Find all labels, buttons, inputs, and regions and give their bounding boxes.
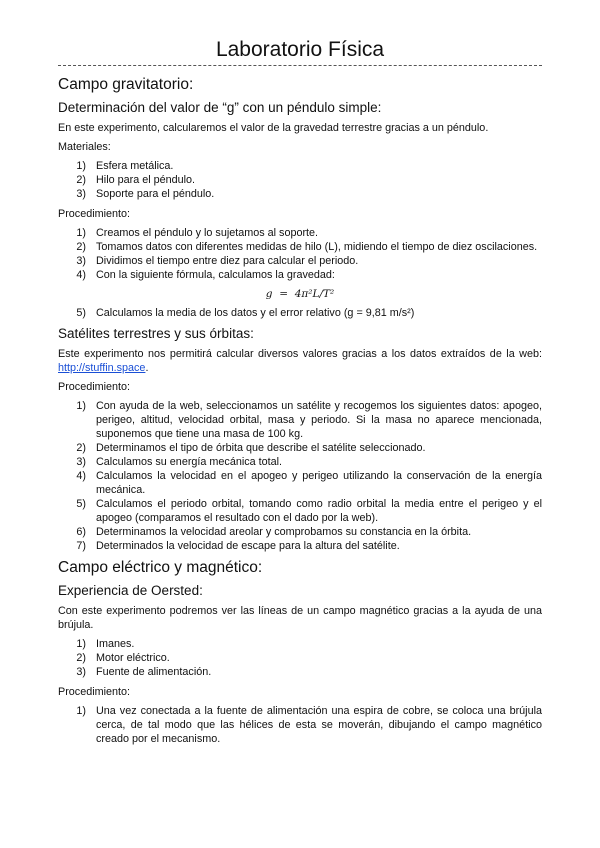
list-item: 4. Calculamos la velocidad en el apogeo y perigeo utilizando la conservación de la energía mecánica.	[92, 469, 542, 497]
satellites-intro-text: Este experimento nos permitirá calcular diversos valores gracias a los datos extraídos de la web:	[58, 348, 542, 360]
list-item: 4. Con la siguiente fórmula, calculamos la gravedad:	[92, 268, 542, 282]
oersted-materials-list	[58, 637, 542, 679]
list-item: 1. Esfera metálica.	[92, 159, 542, 173]
list-item: 2. Determinamos el tipo de órbita que describe el satélite seleccionado.	[92, 441, 542, 455]
list-item: 2. Hilo para el péndulo.	[92, 173, 542, 187]
subsection-heading-oersted: Experiencia de Oersted:	[58, 583, 203, 598]
list-item: 5. Calculamos el periodo orbital, tomando como radio orbital la media entre el perigeo y el apogeo (comparamos el resultado con el dado por la web).	[92, 497, 542, 525]
title-divider	[58, 65, 542, 66]
list-item: 3. Dividimos el tiempo entre diez para calcular el periodo.	[92, 254, 542, 268]
subsection-heading-pendulum: Determinación del valor de “g” con un péndulo simple:	[58, 100, 382, 115]
pendulum-intro: En este experimento, calcularemos el valor de la gravedad terrestre gracias a un péndulo.	[58, 122, 489, 134]
formula-rhs: 4π²L/T²	[294, 288, 335, 300]
list-item: 2. Motor eléctrico.	[92, 651, 542, 665]
procedure-label: Procedimiento:	[58, 381, 131, 393]
formula-equals: =	[279, 288, 289, 300]
list-item: 3. Fuente de alimentación.	[92, 665, 542, 679]
list-item: 3. Calculamos su energía mecánica total.	[92, 455, 542, 469]
oersted-procedure-list	[58, 704, 542, 746]
stuffin-space-link[interactable]: http://stuffin.space	[58, 362, 146, 374]
subsection-heading-satellites: Satélites terrestres y sus órbitas:	[58, 326, 254, 341]
satellites-procedure-list	[58, 399, 542, 553]
list-item: 3. Soporte para el péndulo.	[92, 187, 542, 201]
list-item: 1. Con ayuda de la web, seleccionamos un satélite y recogemos los siguientes datos: apogeo, perigeo, altitud, velocidad orbital, masa y periodo. Si la masa no aparece mencionada, suponemos que tiene una masa de 100 kg.	[92, 399, 542, 441]
procedure-label: Procedimiento:	[58, 208, 131, 220]
pendulum-procedure-list	[58, 226, 542, 282]
pendulum-procedure-list-continued	[58, 306, 542, 320]
list-item: 2. Tomamos datos con diferentes medidas de hilo (L), midiendo el tiempo de diez oscilaciones.	[92, 240, 542, 254]
list-item: 5. Calculamos la media de los datos y el error relativo (g = 9,81 m/s²)	[92, 306, 542, 320]
materials-label: Materiales:	[58, 141, 111, 153]
section-heading-electromagnetic: Campo eléctrico y magnético:	[58, 559, 263, 576]
formula-lhs: g	[265, 288, 273, 300]
page-title: Laboratorio Física	[215, 38, 385, 61]
section-heading-gravitational: Campo gravitatorio:	[58, 76, 194, 93]
link-suffix: .	[145, 362, 149, 374]
materials-list	[58, 159, 542, 201]
procedure-label: Procedimiento:	[58, 686, 131, 698]
oersted-intro: Con este experimento podremos ver las líneas de un campo magnético gracias a la ayuda de una brújula.	[58, 605, 542, 631]
list-item: 6. Determinamos la velocidad areolar y comprobamos su constancia en la órbita.	[92, 525, 542, 539]
list-item: 1. Creamos el péndulo y lo sujetamos al soporte.	[92, 226, 542, 240]
list-item: 1. Una vez conectada a la fuente de alimentación una espira de cobre, se coloca una brújula cerca, de tal modo que las hélices de esta se moverán, dibujando el campo magnético creado por el mecanismo.	[92, 704, 542, 746]
list-item: 1. Imanes.	[92, 637, 542, 651]
gravity-formula	[58, 288, 542, 300]
satellites-intro	[58, 347, 542, 375]
list-item: 7. Determinados la velocidad de escape para la altura del satélite.	[92, 539, 542, 553]
